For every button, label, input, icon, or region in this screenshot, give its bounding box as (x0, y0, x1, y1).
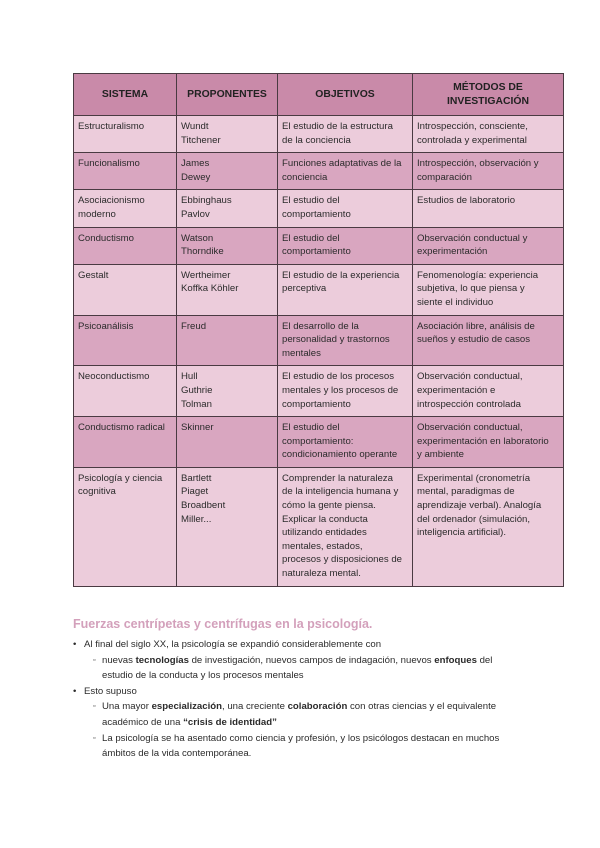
cell-metodos: Introspección, observación y comparación (413, 153, 564, 190)
cell-proponentes: Wertheimer Koffka Köhler (177, 264, 278, 315)
header-objetivos: OBJETIVOS (278, 74, 413, 116)
cell-objetivos: Comprender la naturaleza de la inteligencia humana y cómo la gente piensa. Explicar la conducta utilizando entidades mentales, estados, procesos y disposiciones de naturaleza mental. (278, 467, 413, 586)
bold-term: colaboración (287, 701, 348, 713)
cell-sistema: Psicoanálisis (74, 315, 177, 366)
bold-term: enfoques (434, 654, 477, 666)
table-row (74, 264, 564, 315)
cell-objetivos: El estudio del comportamiento (278, 227, 413, 264)
cell-objetivos: El estudio de los procesos mentales y los procesos de comportamiento (278, 366, 413, 417)
table-row (74, 366, 564, 417)
cell-sistema: Psicología y ciencia cognitiva (74, 467, 177, 586)
square-bullet-icon: ▫ (93, 734, 96, 742)
cell-sistema: Conductismo (74, 227, 177, 264)
cell-objetivos: El desarrollo de la personalidad y trastornos mentales (278, 315, 413, 366)
cell-sistema: Estructuralismo (74, 116, 177, 153)
cell-metodos: Asociación libre, análisis de sueños y estudio de casos (413, 315, 564, 366)
cell-objetivos: Funciones adaptativas de la conciencia (278, 153, 413, 190)
bullet-text: Esto supuso (84, 685, 137, 697)
header-proponentes: PROPONENTES (177, 74, 278, 116)
cell-sistema: Asociacionismo moderno (74, 190, 177, 227)
text-run: de investigación, nuevos campos de indagación, nuevos (188, 654, 435, 666)
header-metodos: MÉTODOS DE INVESTIGACIÓN (413, 74, 564, 116)
cell-objetivos: El estudio del comportamiento: condicionamiento operante (278, 417, 413, 468)
cell-metodos: Experimental (cronometría mental, paradigmas de aprendizaje verbal). Analogía del ordenador (simulación, inteligencia artificial). (413, 467, 564, 586)
square-bullet-icon: ▫ (93, 703, 96, 711)
table-row (74, 467, 564, 586)
table-row (74, 227, 564, 264)
table-row (74, 190, 564, 227)
cell-proponentes: Skinner (177, 417, 278, 468)
text-run: Una mayor (102, 701, 152, 713)
table-row (74, 116, 564, 153)
cell-sistema: Gestalt (74, 264, 177, 315)
notes-list (73, 637, 533, 762)
cell-objetivos: El estudio de la estructura de la conciencia (278, 116, 413, 153)
cell-metodos: Estudios de laboratorio (413, 190, 564, 227)
list-item-continuation: ámbitos de la vida contemporánea. (102, 748, 252, 760)
cell-metodos: Observación conductual, experimentación e introspección controlada (413, 366, 564, 417)
bullet-text: Al final del siglo XX, la psicología se expandió considerablemente con (84, 639, 382, 650)
cell-proponentes: Freud (177, 315, 278, 366)
list-item (73, 699, 533, 715)
text-run: La psicología se ha asentado como ciencia y profesión, y los psicólogos destacan en muchos (102, 732, 500, 744)
bold-term: especialización (151, 701, 222, 713)
cell-proponentes: Wundt Titchener (177, 116, 278, 153)
cell-objetivos: El estudio del comportamiento (278, 190, 413, 227)
list-item-continuation (73, 715, 533, 731)
section-title: Fuerzas centrípetas y centrífugas en la psicología. (73, 617, 373, 631)
list-item (73, 653, 533, 669)
cell-sistema: Neoconductismo (74, 366, 177, 417)
cell-objetivos: El estudio de la experiencia perceptiva (278, 264, 413, 315)
cell-sistema: Conductismo radical (74, 417, 177, 468)
cell-sistema: Funcionalismo (74, 153, 177, 190)
header-sistema: SISTEMA (74, 74, 177, 116)
table-row (74, 153, 564, 190)
cell-metodos: Introspección, consciente, controlada y experimental (413, 116, 564, 153)
text-run: , una creciente (221, 701, 288, 713)
bullet-icon: • (73, 639, 77, 650)
table-header-row (74, 74, 564, 116)
cell-proponentes: Ebbinghaus Pavlov (177, 190, 278, 227)
table-row (74, 315, 564, 366)
square-bullet-icon: ▫ (93, 656, 96, 664)
cell-metodos: Fenomenología: experiencia subjetiva, lo que piensa y siente el individuo (413, 264, 564, 315)
psychology-systems-table (73, 73, 564, 587)
cell-proponentes: James Dewey (177, 153, 278, 190)
list-item (73, 637, 533, 653)
bullet-icon: • (73, 685, 77, 697)
text-run: académico de una (102, 716, 184, 728)
bold-term: “crisis de identidad” (183, 716, 277, 728)
list-item (73, 684, 533, 700)
text-run: nuevas (102, 654, 136, 666)
cell-proponentes: Watson Thorndike (177, 227, 278, 264)
cell-proponentes: Hull Guthrie Tolman (177, 366, 278, 417)
list-item-continuation: estudio de la conducta y los procesos mentales (102, 670, 304, 682)
bold-term: tecnologías (135, 654, 189, 666)
text-run: con otras ciencias y el equivalente (347, 701, 497, 713)
cell-metodos: Observación conductual, experimentación en laboratorio y ambiente (413, 417, 564, 468)
text-run: del (476, 654, 493, 666)
table-row (74, 417, 564, 468)
cell-metodos: Observación conductual y experimentación (413, 227, 564, 264)
list-item (73, 731, 533, 747)
cell-proponentes: Bartlett Piaget Broadbent Miller... (177, 467, 278, 586)
